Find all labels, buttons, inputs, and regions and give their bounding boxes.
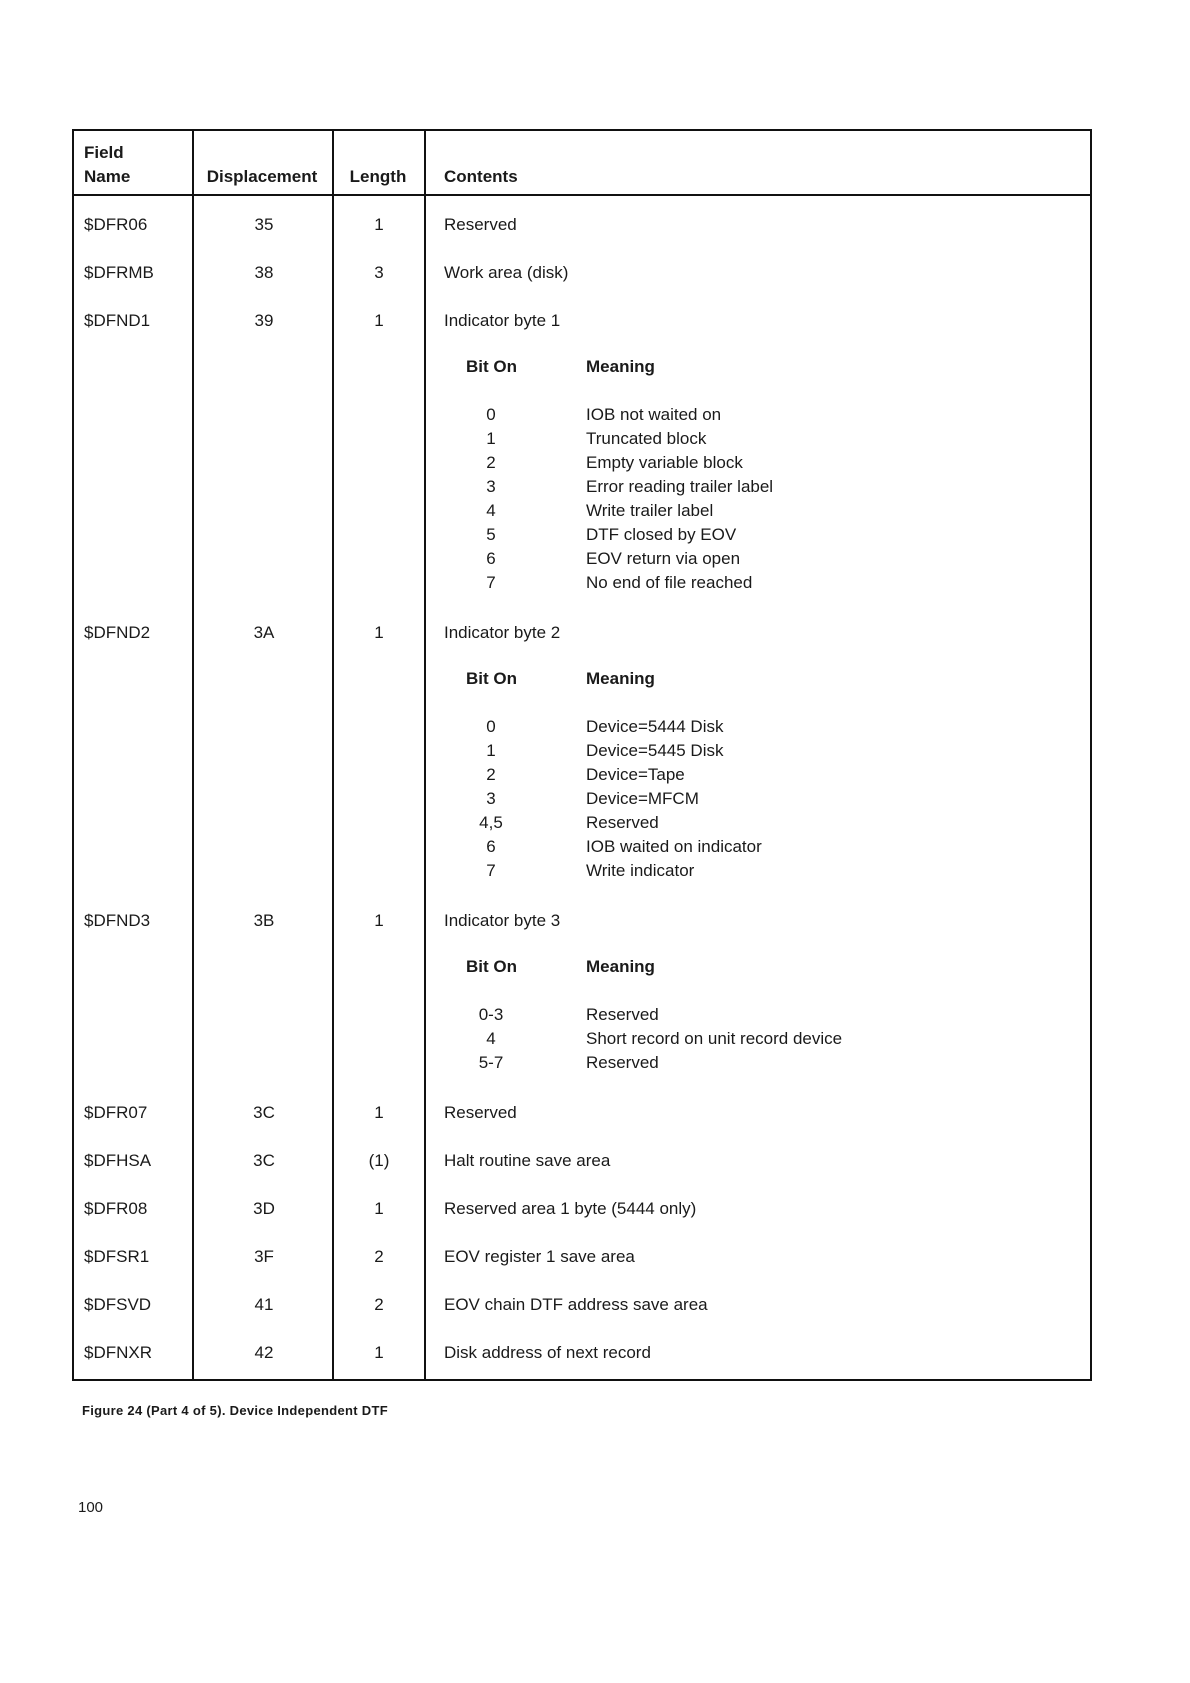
bit-meaning: Reserved: [586, 813, 659, 832]
column-divider: [424, 131, 426, 1379]
page-number: 100: [78, 1499, 104, 1516]
displacement: 3F: [254, 1247, 274, 1266]
field-name: $DFNXR: [84, 1343, 153, 1362]
bit-value: 1: [486, 741, 496, 760]
bit-meaning: EOV return via open: [586, 549, 741, 568]
bit-value: 6: [486, 549, 496, 568]
displacement: 35: [254, 215, 274, 234]
displacement: 3D: [253, 1199, 275, 1218]
header-displacement: Displacement: [206, 167, 318, 186]
displacement: 3C: [253, 1151, 275, 1170]
length: 1: [374, 1343, 384, 1362]
bit-value: 4,5: [479, 813, 503, 832]
length: 2: [374, 1247, 384, 1266]
contents: Disk address of next record: [444, 1343, 651, 1362]
displacement: 38: [254, 263, 274, 282]
displacement: 3C: [253, 1103, 275, 1122]
field-name: $DFSVD: [84, 1295, 152, 1314]
bit-value: 7: [486, 573, 496, 592]
header-field-name: Field Name: [84, 143, 131, 186]
contents: EOV chain DTF address save area: [444, 1295, 708, 1314]
bit-value: 2: [486, 453, 496, 472]
bit-meaning: Write trailer label: [586, 501, 714, 520]
figure-caption: Figure 24 (Part 4 of 5). Device Independent DTF: [82, 1403, 388, 1418]
bit-value: 0-3: [478, 1005, 504, 1024]
displacement: 41: [254, 1295, 274, 1314]
displacement: 42: [254, 1343, 274, 1362]
length: 2: [374, 1295, 384, 1314]
contents: Halt routine save area: [444, 1151, 611, 1170]
bit-value: 0: [486, 717, 496, 736]
field-name: $DFND3: [84, 911, 151, 930]
contents: Reserved: [444, 1103, 517, 1122]
bit-meaning: Device=Tape: [586, 765, 685, 784]
bit-meaning: Empty variable block: [586, 453, 743, 472]
header-divider: [74, 194, 1090, 196]
bit-value: 3: [486, 477, 496, 496]
displacement: 39: [254, 311, 274, 330]
meaning-header: Meaning: [586, 957, 655, 976]
contents: Reserved: [444, 215, 517, 234]
contents: Indicator byte 2: [444, 623, 561, 642]
field-name: $DFR08: [84, 1199, 148, 1218]
contents: EOV register 1 save area: [444, 1247, 635, 1266]
length: 1: [374, 1103, 384, 1122]
bit-meaning: Error reading trailer label: [586, 477, 774, 496]
bit-value: 6: [486, 837, 496, 856]
bit-meaning: No end of file reached: [586, 573, 753, 592]
bit-on-header: Bit On: [466, 357, 517, 376]
field-name: $DFHSA: [84, 1151, 152, 1170]
bit-meaning: Truncated block: [586, 429, 707, 448]
length: 1: [374, 1199, 384, 1218]
length: 1: [374, 215, 384, 234]
bit-value: 4: [486, 1029, 496, 1048]
length: 3: [374, 263, 384, 282]
header-contents: Contents: [444, 167, 518, 186]
contents: Reserved area 1 byte (5444 only): [444, 1199, 697, 1218]
field-name: $DFSR1: [84, 1247, 150, 1266]
length: 1: [374, 911, 384, 930]
bit-value: 3: [486, 789, 496, 808]
length: 1: [374, 623, 384, 642]
field-name: $DFRMB: [84, 263, 154, 282]
meaning-header: Meaning: [586, 669, 655, 688]
bit-value: 5-7: [478, 1053, 504, 1072]
bit-value: 7: [486, 861, 496, 880]
bit-meaning: Write indicator: [586, 861, 695, 880]
bit-meaning: Device=MFCM: [586, 789, 699, 808]
dtf-field-table: [72, 129, 1092, 1381]
bit-value: 2: [486, 765, 496, 784]
bit-on-header: Bit On: [466, 669, 517, 688]
contents: Work area (disk): [444, 263, 569, 282]
header-length: Length: [349, 167, 407, 186]
contents: Indicator byte 1: [444, 311, 561, 330]
bit-on-header: Bit On: [466, 957, 517, 976]
field-name: $DFND1: [84, 311, 151, 330]
bit-meaning: IOB waited on indicator: [586, 837, 762, 856]
bit-meaning: IOB not waited on: [586, 405, 722, 424]
field-name: $DFR07: [84, 1103, 148, 1122]
bit-value: 5: [486, 525, 496, 544]
bit-value: 1: [486, 429, 496, 448]
field-name: $DFND2: [84, 623, 151, 642]
bit-meaning: Reserved: [586, 1005, 659, 1024]
bit-meaning: Short record on unit record device: [586, 1029, 843, 1048]
meaning-header: Meaning: [586, 357, 655, 376]
bit-meaning: DTF closed by EOV: [586, 525, 737, 544]
field-name: $DFR06: [84, 215, 148, 234]
bit-meaning: Device=5444 Disk: [586, 717, 724, 736]
displacement: 3B: [253, 911, 275, 930]
contents: Indicator byte 3: [444, 911, 561, 930]
length: (1): [368, 1151, 390, 1170]
bit-meaning: Reserved: [586, 1053, 659, 1072]
length: 1: [374, 311, 384, 330]
bit-meaning: Device=5445 Disk: [586, 741, 724, 760]
displacement: 3A: [253, 623, 275, 642]
bit-value: 0: [486, 405, 496, 424]
bit-value: 4: [486, 501, 496, 520]
